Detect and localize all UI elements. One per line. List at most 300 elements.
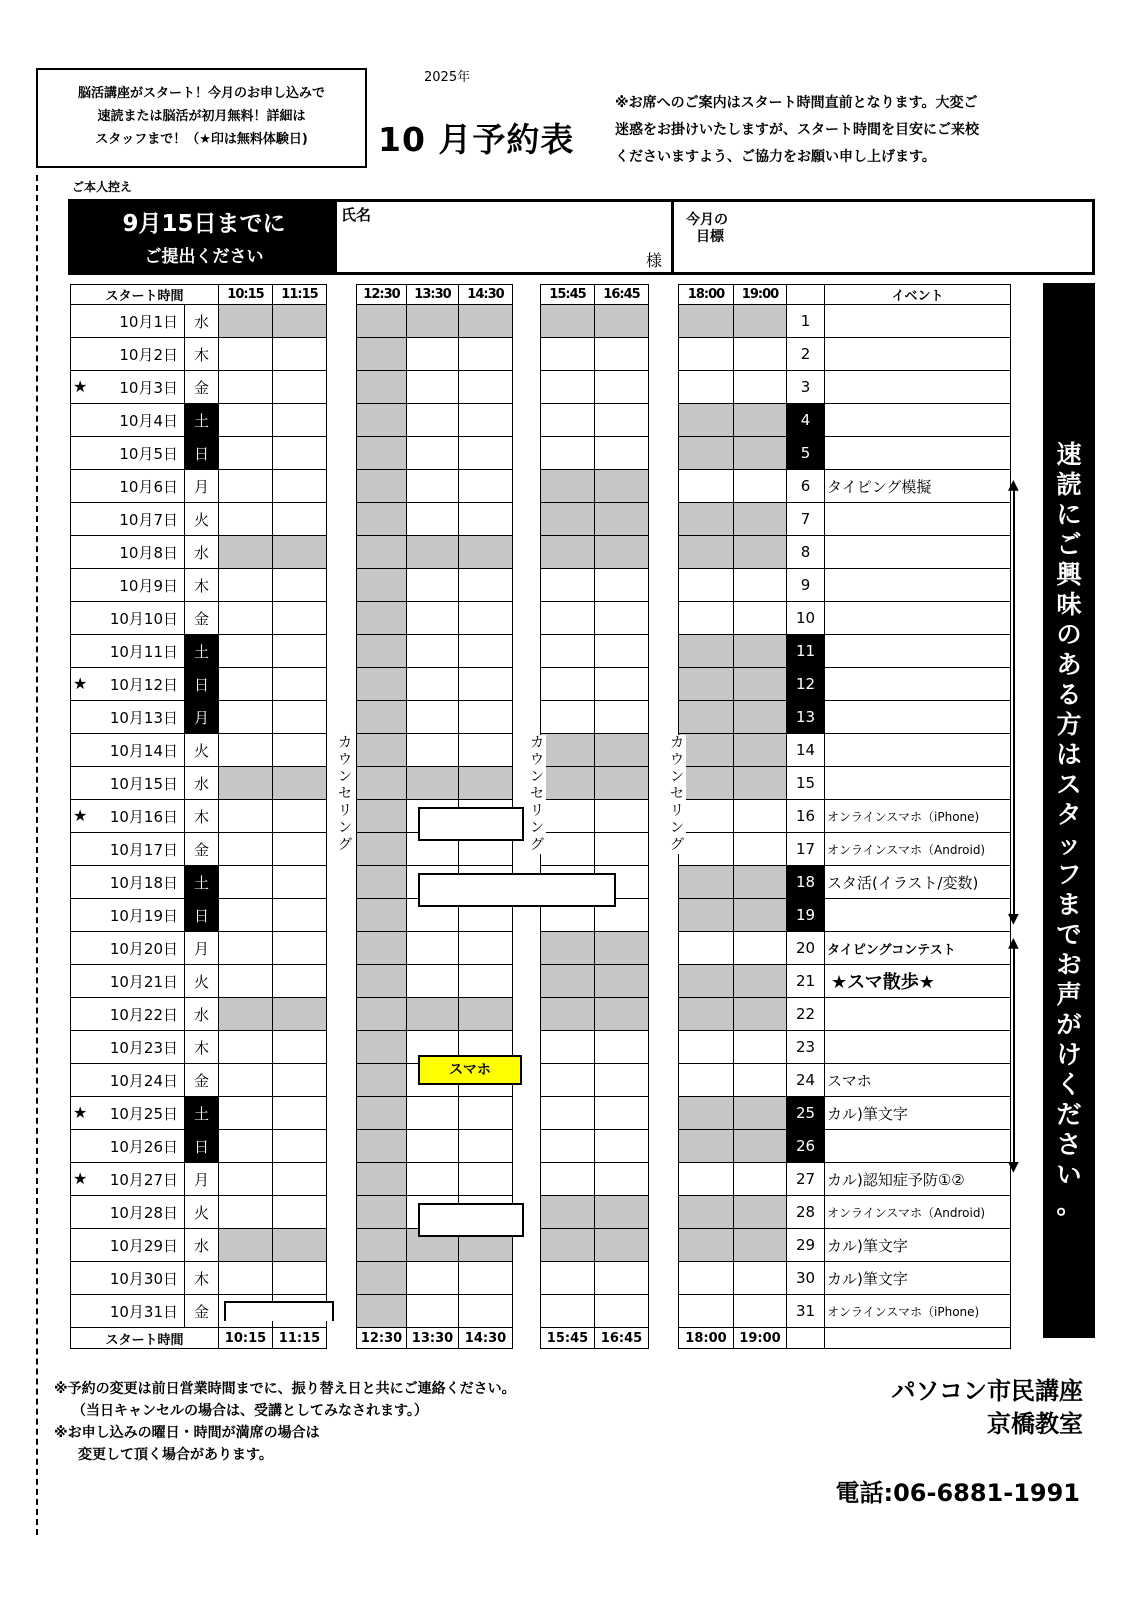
slot-cell[interactable]: [459, 1295, 513, 1328]
slot-cell[interactable]: [459, 470, 513, 503]
slot-cell[interactable]: [541, 668, 595, 701]
slot-unavailable: [541, 536, 595, 569]
column-gap: [513, 305, 541, 338]
slot-cell[interactable]: [219, 866, 273, 899]
class-block-16: [418, 807, 524, 841]
slot-cell[interactable]: [219, 404, 273, 437]
slot-cell[interactable]: [734, 1262, 787, 1295]
slot-cell[interactable]: [219, 602, 273, 635]
date-cell: [71, 1295, 185, 1328]
slot-unavailable: [734, 305, 787, 338]
date-cell: [71, 701, 185, 734]
weekday-cell: 月: [185, 470, 219, 503]
banner-char: く: [1056, 1070, 1082, 1099]
slot-cell[interactable]: [459, 965, 513, 998]
slot-cell[interactable]: [407, 569, 459, 602]
slot-cell[interactable]: [273, 965, 327, 998]
slot-cell[interactable]: [595, 1295, 649, 1328]
date-label: 10月23日: [109, 1038, 178, 1057]
deadline-line-2: ご提出ください: [144, 247, 264, 267]
column-gap: [327, 866, 357, 899]
slot-cell[interactable]: [734, 833, 787, 866]
slot-cell[interactable]: [219, 470, 273, 503]
slot-cell[interactable]: [459, 602, 513, 635]
slot-cell[interactable]: [219, 1196, 273, 1229]
column-gap: [513, 338, 541, 371]
slot-unavailable: [679, 635, 734, 668]
slot-cell[interactable]: [734, 338, 787, 371]
day-number-cell: 8: [787, 536, 825, 569]
time-slot-header: 14:30: [459, 1328, 513, 1349]
slot-cell[interactable]: [679, 1064, 734, 1097]
slot-cell[interactable]: [273, 668, 327, 701]
slot-cell[interactable]: [407, 470, 459, 503]
slot-cell[interactable]: [459, 1130, 513, 1163]
slot-cell[interactable]: [459, 734, 513, 767]
slot-unavailable: [595, 470, 649, 503]
slot-cell[interactable]: [459, 371, 513, 404]
slot-unavailable: [357, 338, 407, 371]
slot-cell[interactable]: [679, 371, 734, 404]
slot-unavailable: [679, 734, 734, 767]
table-row: [71, 404, 1011, 437]
slot-unavailable: [407, 536, 459, 569]
slot-cell[interactable]: [734, 1295, 787, 1328]
slot-unavailable: [357, 767, 407, 800]
star-icon: ★: [73, 1169, 88, 1188]
slot-cell[interactable]: [273, 470, 327, 503]
slot-cell[interactable]: [734, 932, 787, 965]
slot-cell[interactable]: [219, 965, 273, 998]
date-label: 10月14日: [109, 741, 178, 760]
slot-cell[interactable]: [679, 1163, 734, 1196]
day-number-cell: 16: [787, 800, 825, 833]
table-row: [71, 668, 1011, 701]
date-cell: [71, 1064, 185, 1097]
slot-cell[interactable]: [595, 602, 649, 635]
column-gap: [327, 1328, 357, 1349]
slot-cell[interactable]: [679, 338, 734, 371]
day-number-cell: 2: [787, 338, 825, 371]
slot-unavailable: [734, 1097, 787, 1130]
day-number-cell: 29: [787, 1229, 825, 1262]
column-gap: [513, 668, 541, 701]
date-cell: [71, 437, 185, 470]
slot-cell[interactable]: [459, 1163, 513, 1196]
event-cell: [825, 536, 1011, 569]
slot-cell[interactable]: [219, 569, 273, 602]
date-label: 10月13日: [109, 708, 178, 727]
day-number-cell: 28: [787, 1196, 825, 1229]
footnote-2: （当日キャンセルの場合は、受講としてみなされます。）: [72, 1403, 428, 1419]
star-icon: ★: [73, 377, 88, 396]
slot-cell[interactable]: [541, 833, 595, 866]
slot-cell[interactable]: [595, 701, 649, 734]
slot-cell[interactable]: [595, 1064, 649, 1097]
slot-cell[interactable]: [407, 668, 459, 701]
slot-cell[interactable]: [407, 1163, 459, 1196]
slot-unavailable: [357, 1295, 407, 1328]
slot-cell[interactable]: [734, 569, 787, 602]
slot-cell[interactable]: [595, 800, 649, 833]
slot-unavailable: [459, 767, 513, 800]
slot-cell[interactable]: [734, 371, 787, 404]
speed-reading-banner: [1043, 283, 1095, 1338]
column-gap: [513, 1163, 541, 1196]
weekday-cell: 土: [185, 635, 219, 668]
slot-cell[interactable]: [219, 1064, 273, 1097]
date-cell: [71, 800, 185, 833]
banner-char: 興: [1056, 560, 1082, 589]
slot-cell[interactable]: [273, 800, 327, 833]
slot-cell[interactable]: [679, 800, 734, 833]
slot-cell[interactable]: [595, 833, 649, 866]
slot-cell[interactable]: [679, 602, 734, 635]
slot-cell[interactable]: [595, 1262, 649, 1295]
slot-cell[interactable]: [459, 338, 513, 371]
slot-cell[interactable]: [407, 701, 459, 734]
slot-cell[interactable]: [273, 866, 327, 899]
time-slot-header: 16:45: [595, 1328, 649, 1349]
slot-cell[interactable]: [219, 635, 273, 668]
day-number-cell: 15: [787, 767, 825, 800]
column-gap: [513, 701, 541, 734]
slot-cell[interactable]: [219, 833, 273, 866]
slot-cell[interactable]: [273, 437, 327, 470]
slot-cell[interactable]: [407, 635, 459, 668]
slot-cell[interactable]: [407, 1295, 459, 1328]
column-gap: [513, 602, 541, 635]
weekday-cell: 木: [185, 1262, 219, 1295]
event-header: [825, 1328, 1011, 1349]
weekday-cell: 土: [185, 866, 219, 899]
slot-cell[interactable]: [541, 569, 595, 602]
day-number-cell: 14: [787, 734, 825, 767]
slot-unavailable: [734, 536, 787, 569]
event-cell: [825, 404, 1011, 437]
slot-unavailable: [357, 932, 407, 965]
slot-cell[interactable]: [407, 404, 459, 437]
table-header-row: [71, 285, 1011, 305]
table-row: [71, 536, 1011, 569]
slot-cell[interactable]: [273, 1196, 327, 1229]
date-cell: [71, 1262, 185, 1295]
slot-unavailable: [595, 767, 649, 800]
slot-cell[interactable]: [273, 1064, 327, 1097]
slot-cell[interactable]: [595, 338, 649, 371]
slot-cell[interactable]: [734, 1031, 787, 1064]
slot-cell[interactable]: [219, 800, 273, 833]
slot-cell[interactable]: [273, 404, 327, 437]
slot-cell[interactable]: [679, 1262, 734, 1295]
banner-char: 。: [1056, 1190, 1082, 1219]
slot-cell[interactable]: [407, 932, 459, 965]
slot-cell[interactable]: [407, 1097, 459, 1130]
time-slot-header: 15:45: [541, 285, 595, 305]
slot-cell[interactable]: [273, 833, 327, 866]
column-gap: [513, 404, 541, 437]
goal-label-line-2: 目標: [696, 229, 724, 245]
date-cell: [71, 371, 185, 404]
slot-cell[interactable]: [541, 602, 595, 635]
slot-cell[interactable]: [219, 437, 273, 470]
weekday-cell: 金: [185, 1064, 219, 1097]
slot-cell[interactable]: [219, 1262, 273, 1295]
honorific-label[interactable]: 様: [646, 251, 663, 270]
slot-unavailable: [273, 305, 327, 338]
slot-unavailable: [357, 866, 407, 899]
slot-cell[interactable]: [407, 734, 459, 767]
time-slot-header: 18:00: [679, 1328, 734, 1349]
slot-cell[interactable]: [219, 338, 273, 371]
slot-cell[interactable]: [219, 503, 273, 536]
date-cell: [71, 602, 185, 635]
day-number-cell: 7: [787, 503, 825, 536]
slot-cell[interactable]: [273, 1130, 327, 1163]
day-number-cell: 1: [787, 305, 825, 338]
slot-cell[interactable]: [679, 470, 734, 503]
slot-unavailable: [357, 1163, 407, 1196]
slot-cell[interactable]: [273, 734, 327, 767]
day-number-header: [787, 285, 825, 305]
weekday-cell: 水: [185, 998, 219, 1031]
slot-unavailable: [357, 833, 407, 866]
banner-text: [1043, 440, 1095, 1220]
slot-cell[interactable]: [219, 668, 273, 701]
slot-unavailable: [357, 1097, 407, 1130]
slot-cell[interactable]: [273, 371, 327, 404]
slot-cell[interactable]: [541, 1031, 595, 1064]
event-cell: [825, 635, 1011, 668]
slot-cell[interactable]: [541, 635, 595, 668]
slot-cell[interactable]: [541, 1295, 595, 1328]
date-cell: [71, 569, 185, 602]
table-row: [71, 701, 1011, 734]
promo-line-1: 脳活講座がスタート！今月のお申し込みで: [77, 86, 325, 101]
slot-unavailable: [541, 1196, 595, 1229]
slot-cell[interactable]: [407, 1130, 459, 1163]
table-row: [71, 338, 1011, 371]
event-cell: [825, 1130, 1011, 1163]
notice-line-3: くださいますよう、ご協力をお願い申し上げます。: [615, 149, 936, 165]
day-number-cell: 6: [787, 470, 825, 503]
slot-cell[interactable]: [595, 1163, 649, 1196]
column-gap: [327, 1262, 357, 1295]
slot-unavailable: [541, 1229, 595, 1262]
slot-cell[interactable]: [273, 1031, 327, 1064]
star-icon: ★: [73, 1103, 88, 1122]
slot-unavailable: [679, 1097, 734, 1130]
slot-cell[interactable]: [679, 569, 734, 602]
slot-cell[interactable]: [734, 1163, 787, 1196]
slot-cell[interactable]: [273, 503, 327, 536]
slot-unavailable: [541, 932, 595, 965]
slot-cell[interactable]: [273, 701, 327, 734]
slot-cell[interactable]: [407, 371, 459, 404]
slot-cell[interactable]: [407, 602, 459, 635]
slot-unavailable: [407, 998, 459, 1031]
smartphone-class-badge: スマホ: [418, 1055, 522, 1085]
goal-field[interactable]: [671, 202, 1094, 272]
slot-cell[interactable]: [219, 1163, 273, 1196]
date-label: 10月31日: [109, 1302, 178, 1321]
slot-cell[interactable]: [273, 1262, 327, 1295]
slot-cell[interactable]: [541, 437, 595, 470]
slot-cell[interactable]: [679, 833, 734, 866]
slot-cell[interactable]: [541, 1130, 595, 1163]
weekday-cell: 月: [185, 1163, 219, 1196]
slot-cell[interactable]: [273, 602, 327, 635]
slot-cell[interactable]: [679, 1295, 734, 1328]
slot-cell[interactable]: [541, 1097, 595, 1130]
date-label: 10月20日: [109, 939, 178, 958]
slot-cell[interactable]: [273, 932, 327, 965]
slot-cell[interactable]: [407, 965, 459, 998]
slot-cell[interactable]: [595, 371, 649, 404]
column-gap: [513, 470, 541, 503]
slot-unavailable: [734, 965, 787, 998]
slot-cell[interactable]: [459, 932, 513, 965]
day-number-cell: 23: [787, 1031, 825, 1064]
slot-cell[interactable]: [595, 1031, 649, 1064]
slot-cell[interactable]: [219, 701, 273, 734]
slot-cell[interactable]: [734, 470, 787, 503]
banner-char: お: [1056, 950, 1082, 979]
banner-char: で: [1056, 920, 1082, 949]
date-cell: [71, 899, 185, 932]
weekday-cell: 水: [185, 1229, 219, 1262]
date-label: 10月27日: [109, 1170, 178, 1189]
column-gap: [513, 1295, 541, 1328]
slot-cell[interactable]: [407, 437, 459, 470]
date-cell: [71, 635, 185, 668]
date-cell: [71, 932, 185, 965]
slot-cell[interactable]: [219, 1097, 273, 1130]
date-label: 10月24日: [109, 1071, 178, 1090]
column-gap: [649, 1130, 679, 1163]
slot-cell[interactable]: [273, 1097, 327, 1130]
banner-char: タ: [1056, 800, 1082, 829]
slot-cell[interactable]: [595, 1097, 649, 1130]
slot-cell[interactable]: [734, 800, 787, 833]
weekday-cell: 月: [185, 932, 219, 965]
slot-cell[interactable]: [273, 899, 327, 932]
slot-cell[interactable]: [407, 503, 459, 536]
slot-unavailable: [679, 1229, 734, 1262]
date-cell: [71, 1130, 185, 1163]
slot-cell[interactable]: [459, 404, 513, 437]
banner-char: ッ: [1056, 830, 1082, 859]
slot-cell[interactable]: [459, 668, 513, 701]
slot-cell[interactable]: [541, 338, 595, 371]
slot-unavailable: [679, 305, 734, 338]
slot-cell[interactable]: [541, 371, 595, 404]
slot-cell[interactable]: [273, 1163, 327, 1196]
event-cell: タイピング模擬: [825, 470, 1011, 503]
slot-cell[interactable]: [541, 800, 595, 833]
slot-cell[interactable]: [219, 932, 273, 965]
weekday-cell: 土: [185, 404, 219, 437]
slot-cell[interactable]: [273, 635, 327, 668]
slot-cell[interactable]: [734, 602, 787, 635]
slot-cell[interactable]: [407, 338, 459, 371]
column-gap: [327, 1196, 357, 1229]
banner-char: が: [1056, 1010, 1082, 1039]
slot-cell[interactable]: [595, 404, 649, 437]
slot-unavailable: [357, 1064, 407, 1097]
event-cell: [825, 1031, 1011, 1064]
column-gap: [327, 1064, 357, 1097]
slot-cell[interactable]: [595, 635, 649, 668]
slot-cell[interactable]: [595, 1130, 649, 1163]
slot-cell[interactable]: [459, 635, 513, 668]
day-number-cell: 10: [787, 602, 825, 635]
slot-cell[interactable]: [273, 569, 327, 602]
slot-cell[interactable]: [595, 569, 649, 602]
slot-cell[interactable]: [459, 1097, 513, 1130]
banner-char: る: [1056, 680, 1082, 709]
weekday-cell: 木: [185, 800, 219, 833]
slot-cell[interactable]: [459, 701, 513, 734]
table-row: [71, 437, 1011, 470]
slot-cell[interactable]: [734, 1064, 787, 1097]
slot-cell[interactable]: [219, 1031, 273, 1064]
slot-cell[interactable]: [541, 1262, 595, 1295]
weekday-cell: 日: [185, 437, 219, 470]
column-gap: [327, 404, 357, 437]
banner-char: ご: [1056, 530, 1082, 559]
slot-cell[interactable]: [541, 1064, 595, 1097]
slot-cell[interactable]: [679, 1031, 734, 1064]
column-gap: [513, 1130, 541, 1163]
slot-unavailable: [219, 536, 273, 569]
banner-char: に: [1056, 500, 1082, 529]
date-cell: [71, 668, 185, 701]
slot-unavailable: [734, 668, 787, 701]
slot-cell[interactable]: [459, 503, 513, 536]
slot-cell[interactable]: [595, 668, 649, 701]
slot-cell[interactable]: [459, 569, 513, 602]
slot-cell[interactable]: [459, 1262, 513, 1295]
slot-cell[interactable]: [219, 899, 273, 932]
table-row: [71, 1031, 1011, 1064]
arrow-up-icon: ▲: [1008, 477, 1019, 493]
slot-cell[interactable]: [219, 1130, 273, 1163]
slot-cell[interactable]: [407, 1262, 459, 1295]
weekday-cell: 木: [185, 1031, 219, 1064]
slot-cell[interactable]: [219, 371, 273, 404]
slot-cell[interactable]: [541, 701, 595, 734]
slot-cell[interactable]: [219, 734, 273, 767]
day-number-cell: 30: [787, 1262, 825, 1295]
slot-unavailable: [595, 1196, 649, 1229]
slot-cell[interactable]: [679, 932, 734, 965]
day-number-cell: 25: [787, 1097, 825, 1130]
column-gap: [513, 1262, 541, 1295]
slot-cell[interactable]: [541, 404, 595, 437]
banner-char: フ: [1056, 860, 1082, 889]
slot-cell[interactable]: [541, 1163, 595, 1196]
date-cell: [71, 536, 185, 569]
slot-cell[interactable]: [273, 338, 327, 371]
slot-cell[interactable]: [459, 437, 513, 470]
column-gap: [327, 437, 357, 470]
copy-label: ご本人控え: [72, 180, 133, 194]
date-cell: [71, 1196, 185, 1229]
banner-char: 方: [1056, 710, 1082, 739]
column-gap: [513, 285, 541, 305]
slot-cell[interactable]: [595, 437, 649, 470]
